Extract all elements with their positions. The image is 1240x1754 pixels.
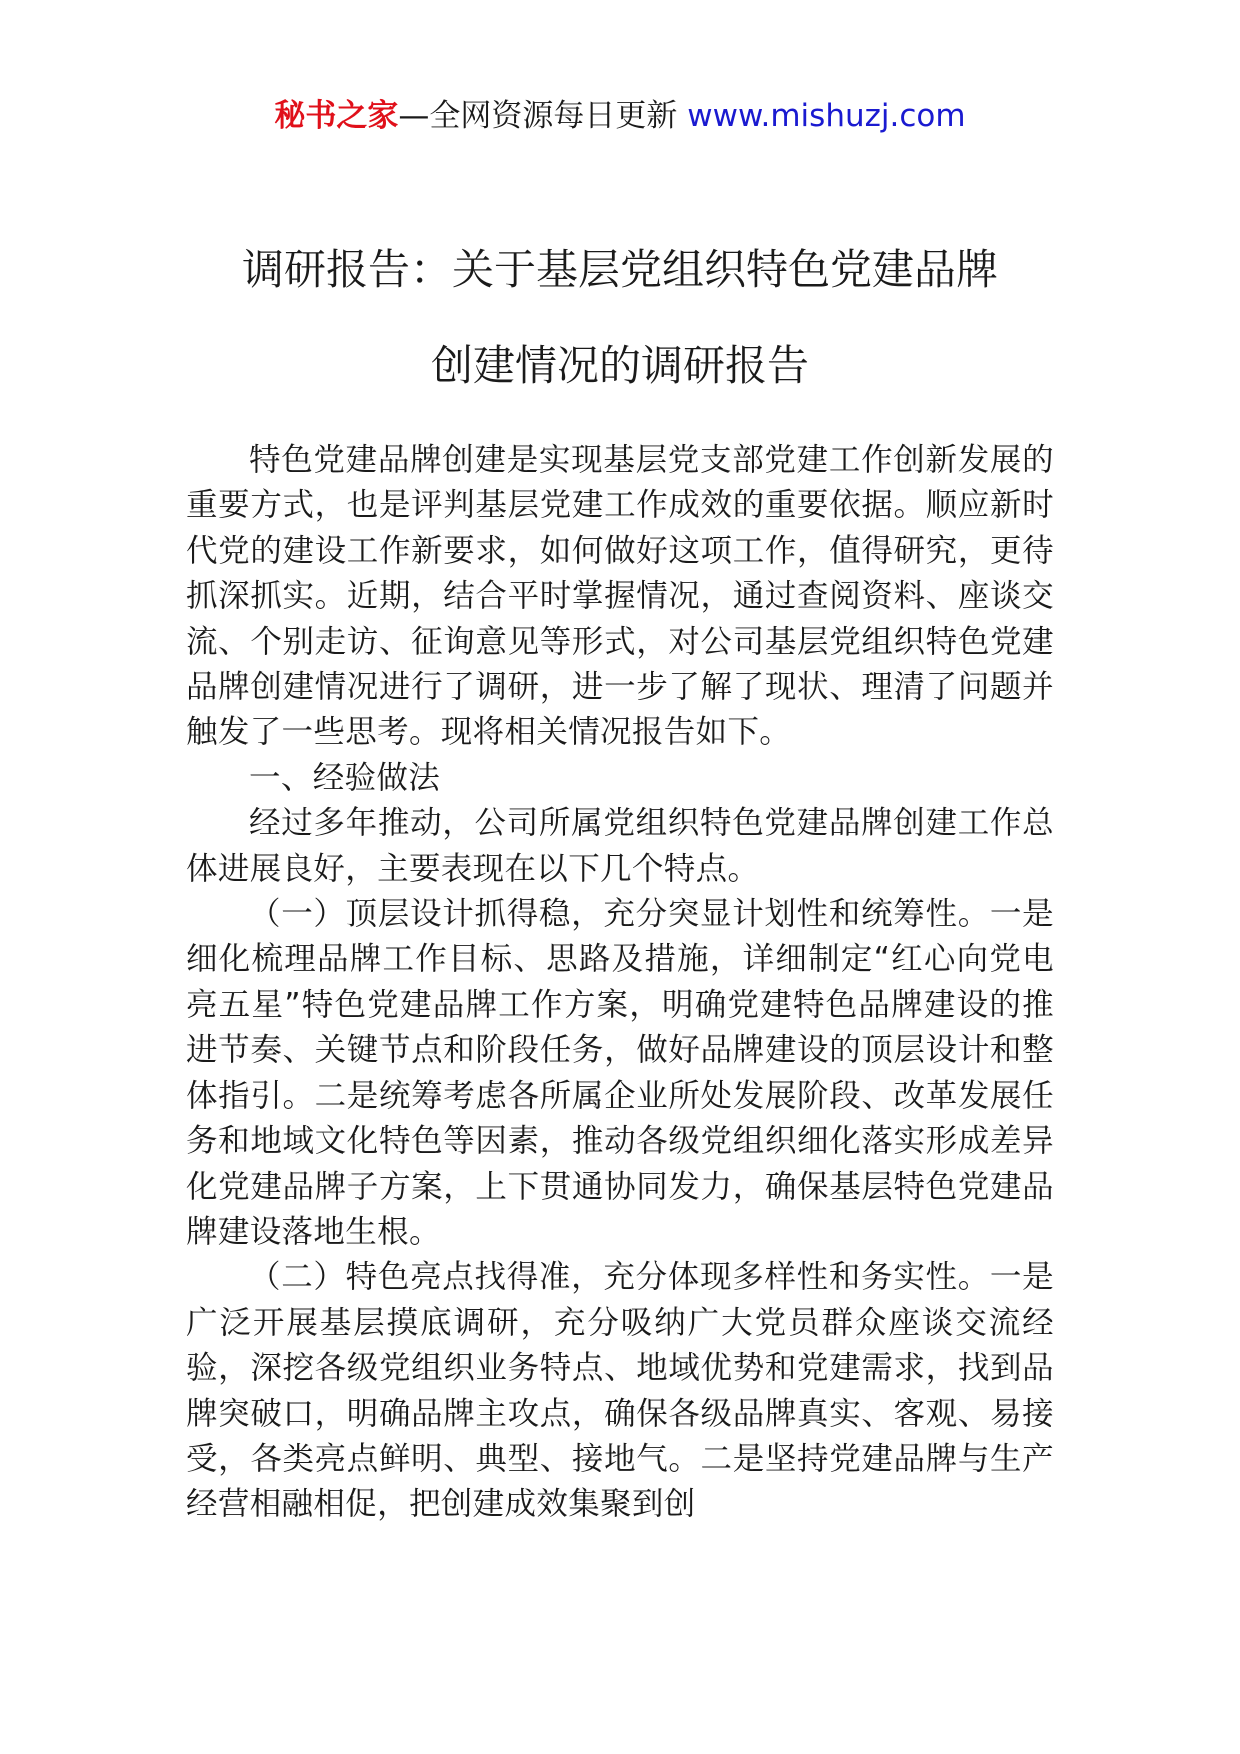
title-line-1: 调研报告：关于基层党组织特色党建品牌 (241, 245, 998, 294)
document-body (186, 438, 1054, 1528)
section-heading-experience: 一、经验做法 (249, 759, 441, 796)
document-title (150, 222, 1090, 414)
title-line-2: 创建情况的调研报告 (430, 341, 809, 390)
intro-paragraph: 特色党建品牌创建是实现基层党支部党建工作创新发展的重要方式，也是评判基层党建工作成效的重要依据。顺应新时代党的建设工作新要求，如何做好这项工作，值得研究，更待抓深抓实。近期，结合平时掌握情况，通过查阅资料、座谈交流、个别走访、征询意见等形式，对公司基层党组织特色党建品牌创建情况进行了调研，进一步了解了现状、理清了问题并触发了一些思考。现将相关情况报告如下。 (186, 442, 1054, 751)
body-paragraph: 经过多年推动，公司所属党组织特色党建品牌创建工作总体进展良好，主要表现在以下几个特点。 (186, 805, 1054, 887)
body-paragraph: （一）顶层设计抓得稳，充分突显计划性和统筹性。一是细化梳理品牌工作目标、思路及措施，详细制定“红心向党电亮五星”特色党建品牌工作方案，明确党建特色品牌建设的推进节奏、关键节点和阶段任务，做好品牌建设的顶层设计和整体指引。二是统筹考虑各所属企业所处发展阶段、改革发展任务和地域文化特色等因素，推动各级党组织细化落实形成差异化党建品牌子方案，上下贯通协同发力，确保基层特色党建品牌建设落地生根。 (186, 896, 1054, 1250)
brand-name: 秘书之家 (274, 98, 399, 134)
header-tagline: —全网资源每日更新 (398, 98, 688, 134)
body-paragraph: （二）特色亮点找得准，充分体现多样性和务实性。一是广泛开展基层摸底调研，充分吸纳广大党员群众座谈交流经验，深挖各级党组织业务特点、地域优势和党建需求，找到品牌突破口，明确品牌主攻点，确保各级品牌真实、客观、易接受，各类亮点鲜明、典型、接地气。二是坚持党建品牌与生产经营相融相促，把创建成效集聚到创 (186, 1259, 1054, 1523)
site-url-link[interactable]: www.mishuzj.com (687, 98, 966, 134)
site-header (0, 96, 1240, 136)
